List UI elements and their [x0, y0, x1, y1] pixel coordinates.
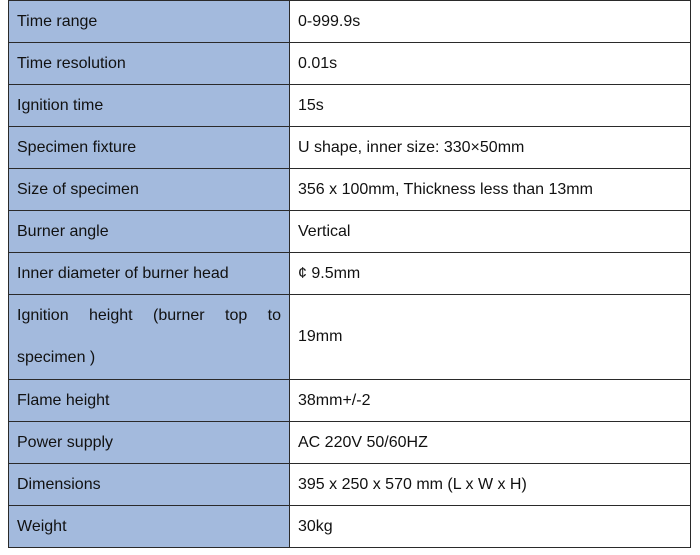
table-row	[9, 127, 691, 169]
spec-label: Specimen fixture	[9, 127, 290, 169]
spec-label: Ignition height (burner top to specimen )	[9, 295, 290, 380]
spec-label: Ignition time	[9, 85, 290, 127]
spec-value: 19mm	[290, 295, 691, 380]
spec-value: 0.01s	[290, 43, 691, 85]
spec-value: 30kg	[290, 506, 691, 548]
spec-label: Size of specimen	[9, 169, 290, 211]
spec-label: Dimensions	[9, 464, 290, 506]
table-row	[9, 85, 691, 127]
table-row	[9, 464, 691, 506]
table-row	[9, 295, 691, 380]
table-row	[9, 253, 691, 295]
spec-value: 38mm+/-2	[290, 380, 691, 422]
spec-label: Inner diameter of burner head	[9, 253, 290, 295]
spec-value: ¢ 9.5mm	[290, 253, 691, 295]
spec-value: AC 220V 50/60HZ	[290, 422, 691, 464]
spec-label: Burner angle	[9, 211, 290, 253]
table-row	[9, 169, 691, 211]
table-row	[9, 380, 691, 422]
table-row	[9, 422, 691, 464]
spec-value: 395 x 250 x 570 mm (L x W x H)	[290, 464, 691, 506]
specification-table	[8, 0, 691, 548]
table-row	[9, 211, 691, 253]
spec-value: 0-999.9s	[290, 1, 691, 43]
spec-label: Flame height	[9, 380, 290, 422]
table-row	[9, 506, 691, 548]
spec-value: Vertical	[290, 211, 691, 253]
spec-value: U shape, inner size: 330×50mm	[290, 127, 691, 169]
spec-value: 15s	[290, 85, 691, 127]
spec-label: Time resolution	[9, 43, 290, 85]
spec-label: Weight	[9, 506, 290, 548]
spec-label: Power supply	[9, 422, 290, 464]
spec-label: Time range	[9, 1, 290, 43]
table-row	[9, 43, 691, 85]
spec-value: 356 x 100mm, Thickness less than 13mm	[290, 169, 691, 211]
table-row	[9, 1, 691, 43]
